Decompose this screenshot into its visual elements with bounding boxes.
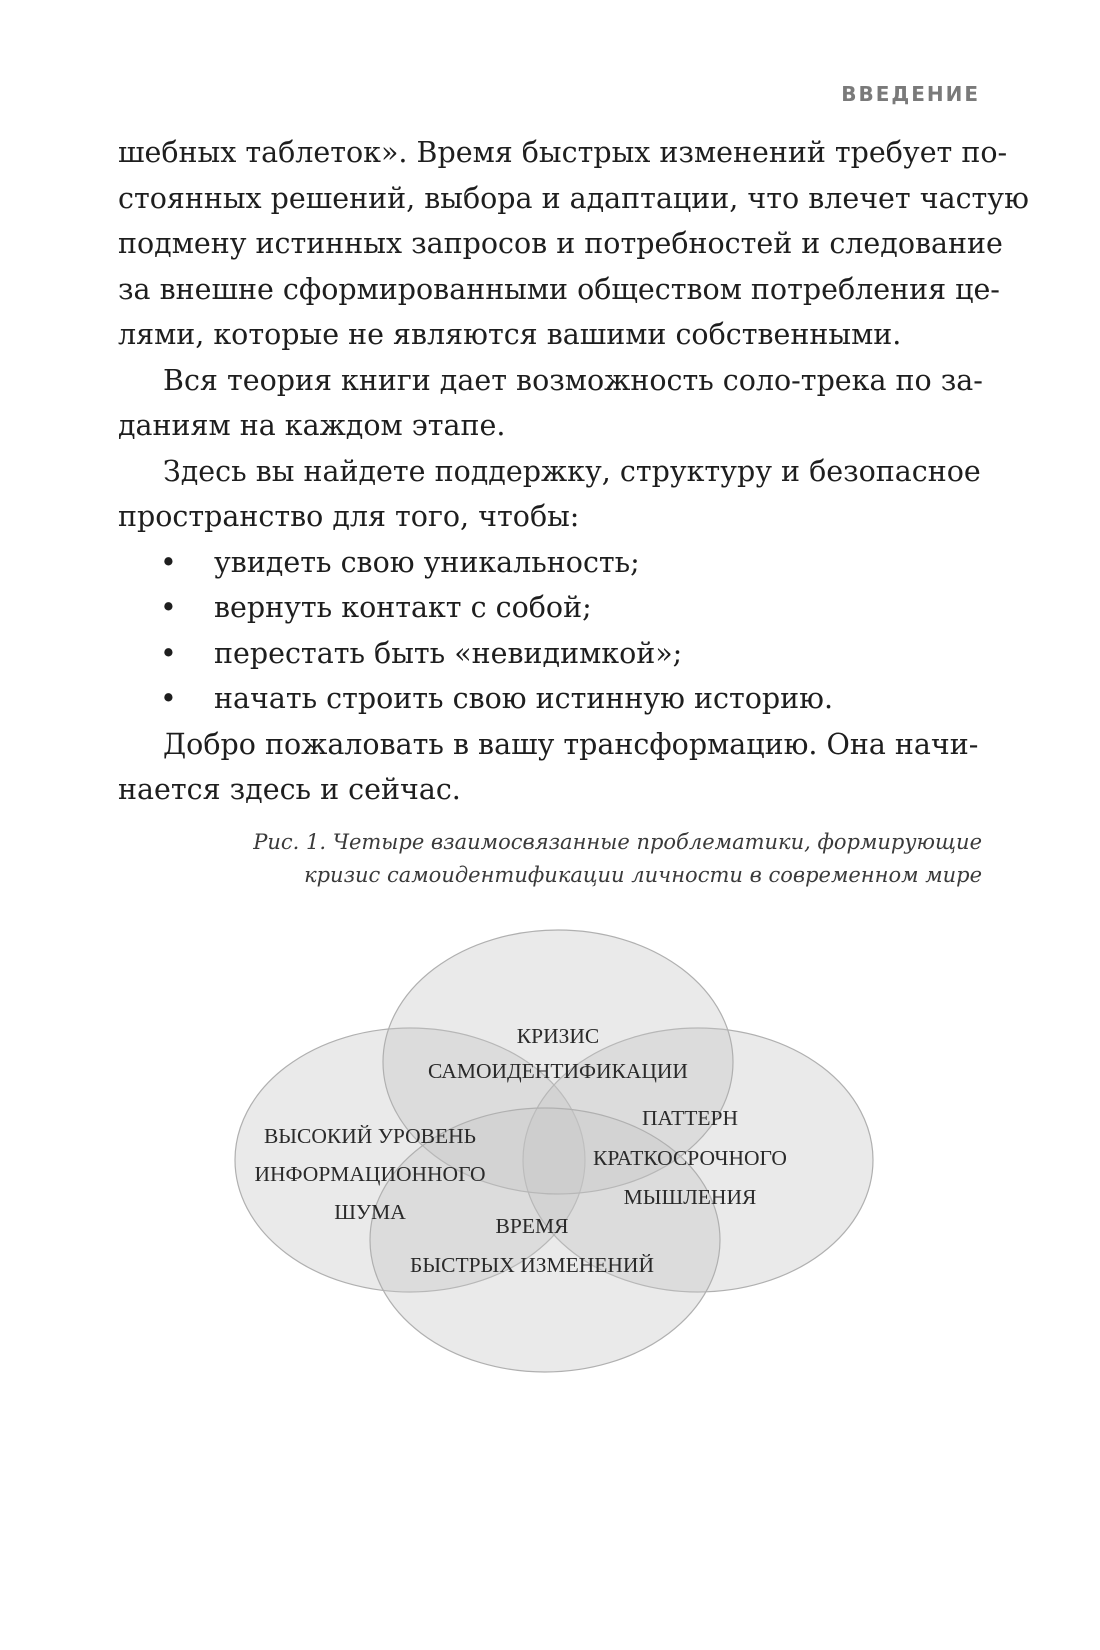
text-line: Добро пожаловать в вашу трансформацию. Она начи- (163, 727, 979, 761)
circle-left-label: ИНФОРМАЦИОННОГО (254, 1162, 486, 1186)
caption-line: кризис самоидентификации личности в современном мире (304, 863, 982, 887)
list-item-text: начать строить свою истинную историю. (214, 682, 834, 715)
text-line: нается здесь и сейчас. (118, 773, 461, 806)
circle-left-label: ВЫСОКИЙ УРОВЕНЬ (263, 1124, 477, 1148)
circle-bottom-label: ВРЕМЯ (495, 1214, 569, 1238)
text-line: Вся теория книги дает возможность соло-трека по за- (163, 363, 983, 397)
list-item-text: увидеть свою уникальность; (214, 545, 640, 579)
text-line: даниям на каждом этапе. (118, 409, 506, 442)
bullet-icon: • (160, 682, 177, 715)
circle-bottom-label: БЫСТРЫХ ИЗМЕНЕНИЙ (410, 1253, 654, 1277)
circle-left-label: ШУМА (334, 1200, 406, 1224)
list-item-text: перестать быть «невидимкой»; (214, 636, 683, 670)
running-head: ВВЕДЕНИЕ (841, 82, 980, 106)
text-line: подмену истинных запросов и потребностей и следование (118, 227, 1003, 260)
bullet-icon: • (160, 636, 177, 670)
circle-right-label: МЫШЛЕНИЯ (623, 1185, 757, 1209)
list-item-text: вернуть контакт с собой; (214, 591, 592, 624)
text-line: лями, которые не являются вашими собственными. (118, 318, 902, 351)
bullet-icon: • (160, 591, 177, 624)
circle-top-label: КРИЗИС (516, 1024, 600, 1048)
circle-right-label: КРАТКОСРОЧНОГО (593, 1146, 787, 1170)
caption-line: Рис. 1. Четыре взаимосвязанные проблематики, формирующие (253, 830, 982, 854)
circle-top-label: САМОИДЕНТИФИКАЦИИ (428, 1059, 688, 1083)
text-line: за внешне сформированными обществом потребления це- (118, 272, 1000, 306)
text-line: пространство для того, чтобы: (118, 500, 580, 533)
bullet-icon: • (160, 545, 177, 579)
text-line: Здесь вы найдете поддержку, структуру и безопасное (163, 454, 981, 488)
circle-right-label: ПАТТЕРН (641, 1106, 739, 1130)
text-line: стоянных решений, выбора и адаптации, что влечет частую (118, 181, 1029, 215)
text-line: шебных таблеток». Время быстрых изменений требует по- (118, 136, 1008, 169)
